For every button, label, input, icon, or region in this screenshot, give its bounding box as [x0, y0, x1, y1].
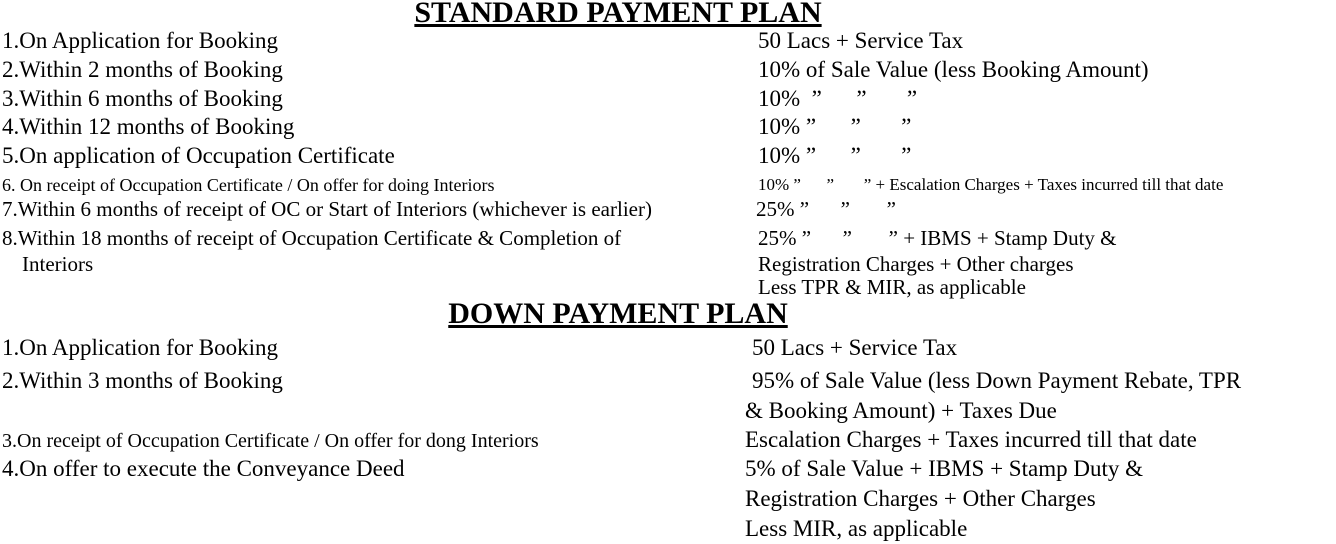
down-row-1-label: 1.On Application for Booking [2, 335, 278, 360]
down-row-3-label: 3.On receipt of Occupation Certificate / On offer for dong Interiors [2, 430, 539, 452]
standard-row-8-value-cont: Registration Charges + Other charges [758, 252, 1074, 276]
standard-plan-title: STANDARD PAYMENT PLAN [414, 0, 822, 29]
standard-row-3-label: 3.Within 6 months of Booking [2, 86, 283, 111]
down-row-4-value-cont: Registration Charges + Other Charges [745, 486, 1096, 511]
down-row-4-value-cont2: Less MIR, as applicable [745, 516, 968, 541]
standard-row-4-value: 10% ” ” ” [758, 114, 912, 139]
standard-row-8-label: 8.Within 18 months of receipt of Occupation Certificate & Completion of [2, 226, 622, 250]
down-row-4-label: 4.On offer to execute the Conveyance Deed [2, 456, 405, 481]
standard-row-1-label: 1.On Application for Booking [2, 28, 278, 53]
standard-row-6-label: 6. On receipt of Occupation Certificate / On offer for doing Interiors [2, 175, 495, 195]
standard-row-3-value: 10% ” ” ” [758, 86, 918, 111]
down-row-2-value: 95% of Sale Value (less Down Payment Rebate, TPR [752, 368, 1242, 393]
down-row-4-value: 5% of Sale Value + IBMS + Stamp Duty & [745, 456, 1143, 481]
down-row-2-label: 2.Within 3 months of Booking [2, 368, 283, 393]
standard-row-7-value: 25% ” ” ” [756, 197, 896, 221]
standard-row-1-value: 50 Lacs + Service Tax [758, 28, 964, 53]
standard-row-8-value-cont2: Less TPR & MIR, as applicable [758, 275, 1026, 299]
down-row-2-value-cont: & Booking Amount) + Taxes Due [745, 398, 1057, 423]
standard-row-6-value: 10% ” ” ” + Escalation Charges + Taxes incurred till that date [758, 175, 1224, 194]
standard-row-5-label: 5.On application of Occupation Certificate [2, 143, 395, 168]
standard-row-8-label-cont: Interiors [22, 252, 94, 276]
down-row-1-value: 50 Lacs + Service Tax [752, 335, 958, 360]
standard-row-4-label: 4.Within 12 months of Booking [2, 114, 295, 139]
down-plan-title: DOWN PAYMENT PLAN [448, 297, 788, 330]
down-row-3-value: Escalation Charges + Taxes incurred till that date [745, 427, 1197, 452]
standard-row-5-value: 10% ” ” ” [758, 143, 912, 168]
standard-row-7-label: 7.Within 6 months of receipt of OC or Start of Interiors (whichever is earlier) [2, 197, 652, 221]
standard-row-8-value: 25% ” ” ” + IBMS + Stamp Duty & [758, 226, 1117, 250]
standard-row-2-label: 2.Within 2 months of Booking [2, 57, 283, 82]
standard-row-2-value: 10% of Sale Value (less Booking Amount) [758, 57, 1149, 82]
